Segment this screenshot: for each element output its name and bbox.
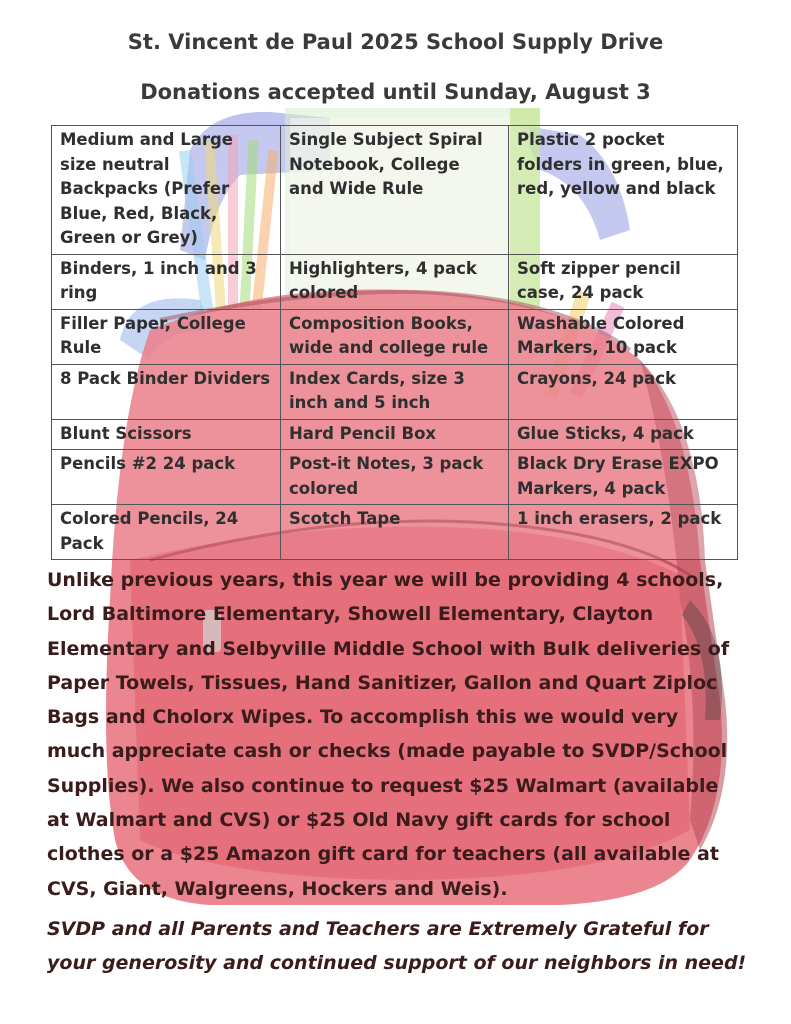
table-cell: 8 Pack Binder Dividers bbox=[52, 364, 281, 419]
donation-info-paragraph: Unlike previous years, this year we will be providing 4 schools, Lord Baltimore Elementary, Showell Elementary, Clayton Elementary and Selbyville Middle School with Bulk deliveries of Paper Towels, Tissues, Hand Sanitizer, Gallon and Quart Ziploc Bags and Cholorx Wipes. To accomplish this we would very much appreciate cash or checks (made payable to SVDP/School Supplies). We also continue to request $25 Walmart (available at Walmart and CVS) or $25 Old Navy gift cards for school clothes or a $25 Amazon gift card for teachers (all available at CVS, Giant, Walgreens, Hockers and Weis). bbox=[47, 569, 730, 900]
table-cell: Medium and Large size neutral Backpacks (Prefer Blue, Red, Black, Green or Grey) bbox=[52, 126, 281, 255]
supply-list-table bbox=[51, 125, 738, 560]
table-row bbox=[52, 364, 738, 419]
table-cell: 1 inch erasers, 2 pack bbox=[509, 505, 738, 560]
table-cell: Pencils #2 24 pack bbox=[52, 450, 281, 505]
table-row bbox=[52, 309, 738, 364]
table-cell: Washable Colored Markers, 10 pack bbox=[509, 309, 738, 364]
table-cell: Binders, 1 inch and 3 ring bbox=[52, 254, 281, 309]
table-cell: Post-it Notes, 3 pack colored bbox=[281, 450, 509, 505]
table-cell: Single Subject Spiral Notebook, College and Wide Rule bbox=[281, 126, 509, 255]
table-row bbox=[52, 126, 738, 255]
table-cell: Filler Paper, College Rule bbox=[52, 309, 281, 364]
table-cell: Colored Pencils, 24 Pack bbox=[52, 505, 281, 560]
table-cell: Index Cards, size 3 inch and 5 inch bbox=[281, 364, 509, 419]
table-cell: Composition Books, wide and college rule bbox=[281, 309, 509, 364]
table-row bbox=[52, 505, 738, 560]
table-cell: Hard Pencil Box bbox=[281, 419, 509, 450]
table-row bbox=[52, 450, 738, 505]
table-row bbox=[52, 254, 738, 309]
table-row bbox=[52, 419, 738, 450]
page-title: St. Vincent de Paul 2025 School Supply Drive bbox=[127, 30, 664, 54]
table-cell: Soft zipper pencil case, 24 pack bbox=[509, 254, 738, 309]
thank-you-message: SVDP and all Parents and Teachers are Extremely Grateful for your generosity and continued support of our neighbors in need! bbox=[47, 918, 747, 974]
table-cell: Crayons, 24 pack bbox=[509, 364, 738, 419]
table-cell: Blunt Scissors bbox=[52, 419, 281, 450]
page-subtitle: Donations accepted until Sunday, August 3 bbox=[140, 80, 651, 104]
table-cell: Glue Sticks, 4 pack bbox=[509, 419, 738, 450]
table-cell: Plastic 2 pocket folders in green, blue, red, yellow and black bbox=[509, 126, 738, 255]
table-cell: Black Dry Erase EXPO Markers, 4 pack bbox=[509, 450, 738, 505]
table-cell: Scotch Tape bbox=[281, 505, 509, 560]
table-cell: Highlighters, 4 pack colored bbox=[281, 254, 509, 309]
